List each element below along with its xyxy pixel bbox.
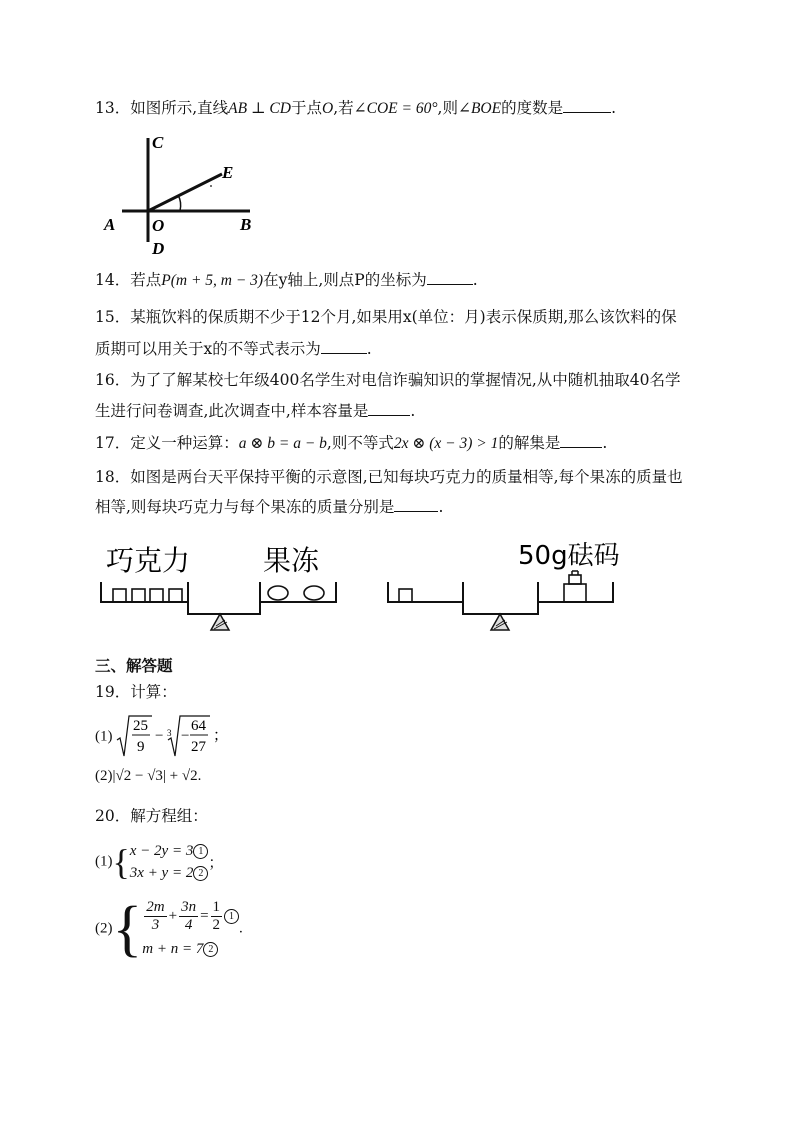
question-number: 19． (95, 683, 131, 701)
right-balance (388, 541, 620, 630)
q16-line1: 为了了解某校七年级400名学生对电信诈骗知识的掌握情况,从中随机抽取40名学 (130, 371, 681, 389)
label-chocolate: 巧克力 (106, 544, 191, 577)
q13-math-angle-coe: ∠COE = 60° (353, 100, 438, 117)
question-18-line2 (95, 497, 443, 517)
q20-part-1 (95, 840, 223, 884)
neg-sign: − (181, 728, 190, 744)
q14-math-point: P(m + 5, m − 3) (161, 272, 264, 289)
frac2-den: 4 (184, 916, 193, 933)
jelly-item (268, 586, 288, 600)
part-label: (2) (95, 920, 113, 937)
root-index: 3 (167, 728, 172, 738)
q19-p2-expression: |√2 − √3| + √2 (112, 768, 198, 784)
label-o: O (152, 216, 165, 235)
frac1-num: 2m (146, 898, 165, 915)
q20-part-2 (95, 895, 243, 963)
q19-p1-expression (116, 712, 236, 762)
ray-oe (148, 174, 222, 211)
equation-marker: 1 (193, 844, 208, 859)
q19-part-1 (95, 712, 236, 762)
question-number: 20． (95, 807, 131, 825)
answer-blank[interactable] (560, 433, 602, 448)
question-number: 14． (95, 271, 131, 289)
question-16-line1 (95, 370, 680, 390)
part-label: (1) (95, 853, 113, 870)
label-weight: 50g砝码 (518, 541, 620, 571)
label-a: A (104, 215, 116, 234)
q14-text-mid: 在y轴上,则点P的坐标为 (263, 271, 427, 289)
question-20-title (95, 806, 208, 826)
label-d: D (152, 239, 165, 258)
q13-text-post: 的度数是 (501, 99, 564, 117)
angle-arc (178, 195, 181, 211)
q18-line2: 相等,则每块巧克力与每个果冻的质量分别是 (95, 498, 395, 516)
part-label: (2) (95, 768, 113, 784)
q17-math-inequality: 2x ⊗ (x − 3) > 1 (393, 435, 499, 452)
end-mark: . (197, 768, 202, 784)
chocolate-block (132, 589, 145, 602)
chocolate-block (399, 589, 412, 602)
end-mark: . (239, 920, 243, 937)
q16-line2: 生进行问卷调查,此次调查中,样本容量是 (95, 402, 369, 420)
question-19-title (95, 682, 177, 702)
question-18-line1 (95, 467, 683, 487)
left-balance (101, 544, 336, 630)
equation-system (130, 840, 209, 884)
q13-math-perpendicular: AB ⊥ CD (228, 100, 291, 117)
question-17-text (95, 433, 607, 454)
q13-text-mid2: ,若 (333, 99, 354, 117)
end-mark: ； (213, 728, 229, 744)
chocolate-block (113, 589, 126, 602)
minus: − (155, 728, 164, 744)
answer-blank[interactable] (427, 270, 473, 285)
frac2-num: 3n (181, 898, 197, 915)
q15-line2: 质期可以用关于x的不等式表示为 (95, 340, 321, 358)
q19-title: 计算： (130, 683, 177, 701)
q15-end: . (366, 340, 372, 358)
question-15-line1 (95, 307, 677, 327)
answer-blank[interactable] (394, 497, 438, 512)
question-number: 16． (95, 371, 131, 389)
q13-math-angle-boe: ∠BOE (457, 100, 502, 117)
frac2-num: 64 (191, 718, 207, 734)
chocolate-block (150, 589, 163, 602)
part-label: (1) (95, 728, 113, 745)
answer-blank[interactable] (321, 339, 367, 354)
question-16-line2 (95, 401, 415, 421)
q15-line1: 某瓶饮料的保质期不少于12个月,如果用x(单位：月)表示保质期,那么该饮料的保 (130, 308, 677, 326)
q18-end: . (438, 498, 444, 516)
equals: = (200, 907, 209, 924)
brace: { (112, 842, 130, 882)
label-jelly: 果冻 (263, 544, 320, 577)
frac1-den: 3 (151, 916, 160, 933)
equation-system (142, 899, 239, 960)
q14-text-pre: 若点 (130, 271, 162, 289)
q13-math-point: O (321, 100, 334, 117)
q13-text-pre: 如图所示,直线 (130, 99, 229, 117)
frac3-den: 2 (212, 916, 221, 933)
q16-end: . (410, 402, 416, 420)
q13-text-mid: 于点 (290, 99, 322, 117)
frac3-num: 1 (212, 898, 221, 915)
equation-2: m + n = 7 (142, 940, 204, 957)
q13-text-mid3: ,则 (437, 99, 458, 117)
end-mark: ； (208, 855, 224, 872)
answer-blank[interactable] (368, 401, 410, 416)
q18-line1: 如图是两台天平保持平衡的示意图,已知每块巧克力的质量相等,每个果冻的质量也 (130, 468, 683, 486)
q13-angle-figure (100, 130, 270, 260)
question-number: 13． (95, 99, 131, 117)
frac1-den: 9 (137, 739, 145, 755)
q17-end: . (602, 434, 608, 452)
brace: { (112, 895, 143, 963)
question-14-text (95, 270, 478, 291)
label-e: E (222, 163, 234, 182)
question-13-text (95, 98, 616, 119)
frac2-den: 27 (191, 739, 207, 755)
equation-marker: 2 (203, 942, 218, 957)
label-c: C (152, 133, 164, 152)
question-number: 15． (95, 308, 131, 326)
q18-balance-figure (98, 538, 628, 638)
q14-end: . (472, 271, 478, 289)
frac1-num: 25 (133, 718, 149, 734)
q19-part-2 (95, 768, 201, 785)
section-heading (95, 656, 173, 676)
equation-marker: 1 (224, 909, 239, 924)
plus: + (168, 907, 178, 924)
q17-text-mid: ,则不等式 (326, 434, 394, 452)
equation-2: 3x + y = 2 (129, 865, 194, 881)
chocolate-block (169, 589, 182, 602)
jelly-item (304, 586, 324, 600)
question-number: 18． (95, 468, 131, 486)
section-3-title: 三、解答题 (95, 656, 173, 675)
answer-blank[interactable] (563, 98, 611, 113)
q17-math-definition: a ⊗ b = a − b (238, 435, 327, 452)
question-number: 17． (95, 434, 131, 452)
q17-text-pre: 定义一种运算： (130, 434, 239, 452)
label-b: B (240, 215, 252, 234)
question-15-line2 (95, 339, 372, 359)
equation-marker: 2 (193, 866, 208, 881)
q13-end: . (611, 99, 617, 117)
q20-title: 解方程组： (130, 807, 208, 825)
weight-icon (564, 571, 586, 602)
equation-1: x − 2y = 3 (129, 843, 194, 859)
q17-text-post: 的解集是 (498, 434, 561, 452)
